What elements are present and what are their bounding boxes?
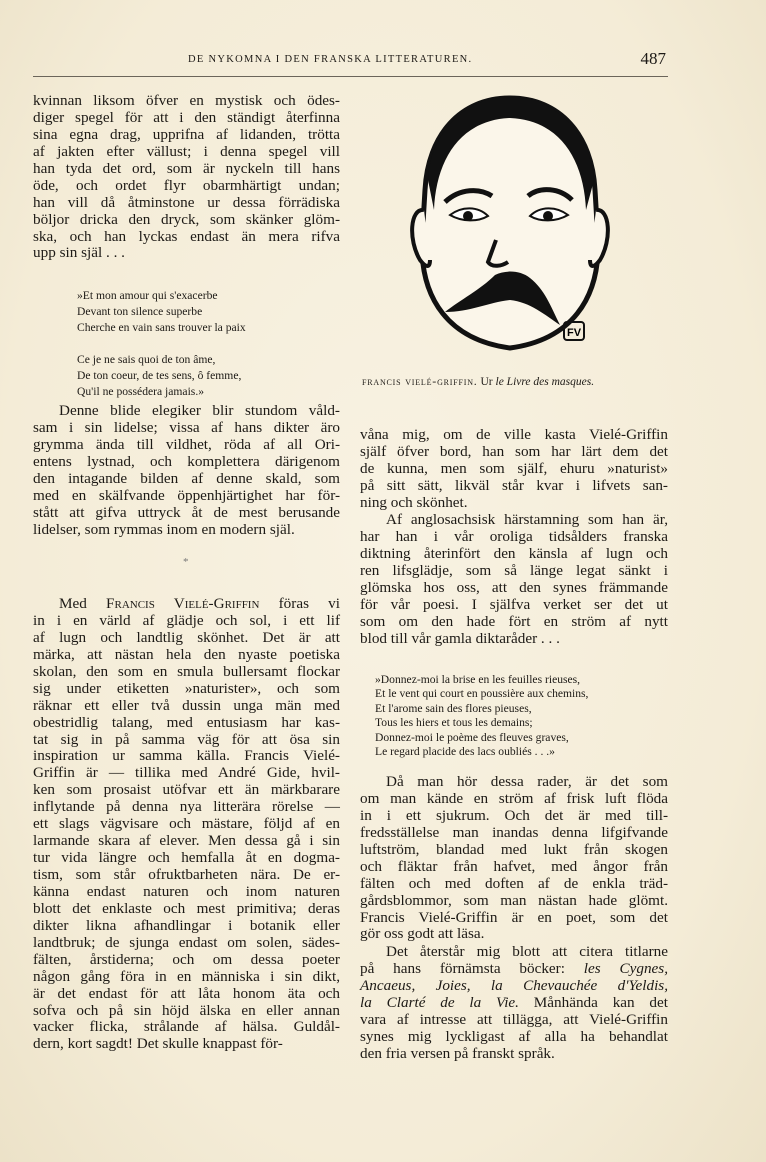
text-line: ska, och han lyckas endast än mera rifva bbox=[33, 227, 340, 245]
text-line: gårdsblommor, som man nästan hade glömt. bbox=[360, 891, 668, 909]
text-line: luftström, blandad med lukt från skogen bbox=[360, 840, 668, 858]
text-line: är det endast för att låta honom äta och bbox=[33, 984, 340, 1002]
text-line: fälten och med doften af de enkla träd- bbox=[360, 874, 668, 892]
text-line: landtbruk; de sjunga endast om solen, sädes- bbox=[33, 933, 340, 951]
text-line: någon gång föra in en människa i sin dikt, bbox=[33, 967, 340, 985]
running-title: DE NYKOMNA I DEN FRANSKA LITTERATUREN. bbox=[188, 54, 473, 65]
poem-quote-1 bbox=[77, 288, 317, 400]
page-header bbox=[33, 50, 668, 77]
text-segment: Månhända kan det bbox=[518, 993, 668, 1011]
text-line: af jakten efter vällust; i denna spegel vill bbox=[33, 142, 340, 160]
text-line: öde, och ordet flyr obarmhärtigt undan; bbox=[33, 176, 340, 194]
text-line: den intagande bilden af denne skald, som bbox=[33, 469, 340, 487]
text-line: vacker flicka, strålande af hälsa. Guldål- bbox=[33, 1018, 340, 1036]
text-line: för vår poesi. I själfva verket ser det ut bbox=[360, 595, 668, 613]
text-line: stått att gifva uttryck åt de mest berusande bbox=[33, 503, 340, 521]
text-line: böljor dricka den dryck, som skänker glöm- bbox=[33, 210, 340, 228]
text-line: känna endast naturen och inom naturen bbox=[33, 882, 340, 900]
caption-source-title: le Livre des masques. bbox=[495, 376, 595, 388]
text-line: glömska hos oss, att den synes främmande bbox=[360, 578, 668, 596]
text-line: larmande skara af elever. Men dessa gå i sin bbox=[33, 832, 340, 850]
text-line: blod till vår gamla diktaråder . . . bbox=[360, 629, 560, 647]
paragraph-7 bbox=[360, 944, 668, 1063]
paragraph-6 bbox=[360, 774, 668, 943]
text-line bbox=[360, 961, 668, 978]
italic-title: les Cygnes, bbox=[583, 959, 668, 977]
text-line: Då man hör dessa rader, är det som bbox=[386, 773, 668, 790]
text-line bbox=[77, 336, 317, 352]
text-line: kvinnan liksom öfver en mystisk och ödes- bbox=[33, 92, 340, 109]
text-line: entens lystnad, och komplettera därigenom bbox=[33, 452, 340, 470]
text-line: »Donnez-moi la brise en les feuilles rieuses, bbox=[375, 673, 581, 686]
text-line: sam i sin lidelse; vissa af hans dikter äro bbox=[33, 418, 340, 436]
text-line: lidelser, som rymmas inom en modern själ. bbox=[33, 520, 295, 538]
text-line: synes mig lyckligast af alla ha behandlat bbox=[360, 1027, 668, 1045]
text-line: upp sin själ . . . bbox=[33, 244, 125, 262]
text-line: Ce je ne sais quoi de ton âme, bbox=[77, 353, 216, 366]
text-line: med en skälfvande öppenhjärtighet har för- bbox=[33, 486, 340, 504]
text-line: Et l'arome sain des flores pieuses, bbox=[375, 701, 532, 715]
text-line: Af anglosachsisk härstamning som han är, bbox=[386, 511, 668, 528]
text-line: sina egna drag, upprifna af lidanden, trötta bbox=[33, 125, 340, 143]
text-line: diger spegel för att i den ständigt återfinna bbox=[33, 108, 340, 126]
text-line: på sitt sätt, likväl står kvar i lifvets san- bbox=[360, 476, 668, 494]
text-line bbox=[360, 995, 668, 1012]
text-line: märka, att nästan hela den nyaste poetiska bbox=[33, 645, 340, 663]
text-line: själf öfver bord, han som har lärt dem det bbox=[360, 442, 668, 460]
text-line: ett slags vägvisare och mästare, följd af en bbox=[33, 815, 340, 833]
text-line: inflytande på denna nya litterära rörelse — bbox=[33, 798, 340, 816]
text-line: ning och skönhet. bbox=[360, 493, 468, 511]
text-line: fälten, årstiderna; och om dessa poeter bbox=[33, 950, 340, 968]
text-line: Le regard placide des lacs oubliés . . .» bbox=[375, 744, 555, 758]
text-line: Et le vent qui court en poussière aux chemins, bbox=[375, 687, 589, 701]
text-line: blott det enklaste och mest primitiva; deras bbox=[33, 899, 340, 917]
text-line: Cherche en vain sans trouver la paix bbox=[77, 321, 246, 334]
paragraph-5 bbox=[360, 512, 668, 648]
text-line: han vill då åtminstone ur dessa förrädiska bbox=[33, 193, 340, 211]
text-line: Tous les hiers et tous les demains; bbox=[375, 716, 533, 730]
text-line: diktning återinfört den känsla af lugn och bbox=[360, 544, 668, 562]
text-line: som om den hade fört en ström af nytt bbox=[360, 612, 668, 630]
portrait-illustration bbox=[400, 90, 620, 360]
text-line: obestridlig talang, med entusiasm har kas- bbox=[33, 713, 340, 731]
paragraph-4 bbox=[360, 427, 668, 512]
text-line: tism, som står ofruktbarheten nära. De er- bbox=[33, 866, 340, 883]
text-line: Denne blide elegiker blir stundom våld- bbox=[59, 402, 340, 419]
text-line: Devant ton silence superbe bbox=[77, 305, 203, 318]
text-segment: på hans förnämsta böcker: bbox=[360, 959, 584, 977]
text-segment: Med bbox=[59, 595, 107, 612]
text-line: de kunna, men som själf, ehuru »naturist» bbox=[360, 459, 668, 477]
text-line: han tyda det ord, som är nyckeln till hans bbox=[33, 159, 340, 177]
text-line: tur vida längre och hemfalla åt en dogma- bbox=[33, 849, 340, 867]
text-line: och fläktar från hafvet, med ångor från bbox=[360, 857, 668, 875]
artist-monogram: FV bbox=[566, 327, 582, 339]
text-line: in i en värld af glädje och sol, i ett lif bbox=[33, 611, 340, 629]
text-line: Det återstår mig blott att citera titlarne bbox=[386, 943, 668, 960]
text-line: ren lifsglädje, som så länge legat sänkt i bbox=[360, 561, 668, 579]
caption-name: francis vielé-griffin. bbox=[362, 374, 478, 388]
text-line: inspiration ur samma källa. Francis Vielé- bbox=[33, 747, 340, 765]
italic-title: Ancaeus, Joies, la Chevauchée d'Yeldis, bbox=[360, 976, 668, 994]
text-line: sofva och på sin höjd älska en eller annan bbox=[33, 1001, 340, 1019]
italic-title: la Clarté de la Vie. bbox=[360, 993, 519, 1011]
text-line: ken som prosaist utöfvar ett än märkbarare bbox=[33, 781, 340, 799]
text-line bbox=[360, 978, 668, 995]
text-line: vara af intresse att tillägga, att Vielé-Griffin bbox=[360, 1010, 668, 1028]
text-line: grymma ända till vildhet, röda af all Ori- bbox=[33, 435, 340, 453]
text-line: räknar ett eller två dussin unga män med bbox=[33, 696, 340, 714]
paragraph-1 bbox=[33, 93, 340, 262]
text-line: Griffin är — tillika med André Gide, hvil- bbox=[33, 764, 340, 782]
text-line: De ton coeur, de tes sens, ô femme, bbox=[77, 369, 242, 382]
small-caps-name: Francis Vielé-Griffin bbox=[106, 595, 260, 612]
paragraph-2 bbox=[33, 403, 340, 539]
text-line: sig under etiketten »naturister», och som bbox=[33, 679, 340, 697]
text-line: dern, kort sagdt! Det skulle knappast för- bbox=[33, 1035, 283, 1053]
text-line: den fria versen på franskt språk. bbox=[360, 1044, 555, 1062]
text-line: dikter likna afhandlingar i botanik eller bbox=[33, 916, 340, 934]
text-line: gör oss godt att läsa. bbox=[360, 925, 485, 943]
text-line: om man kände en ström af frisk luft flöda bbox=[360, 789, 668, 807]
text-line: Donnez-moi le poème des fleuves graves, bbox=[375, 730, 569, 744]
text-line: »Et mon amour qui s'exacerbe bbox=[77, 289, 218, 302]
caption-source-prefix: Ur bbox=[480, 376, 493, 388]
page-number: 487 bbox=[640, 49, 666, 68]
text-line: in i ett sjukrum. Och det är med till- bbox=[360, 806, 668, 824]
section-separator: * bbox=[183, 556, 189, 568]
portrait-caption bbox=[362, 374, 594, 389]
text-segment: föras vi bbox=[259, 595, 340, 612]
paragraph-3 bbox=[33, 596, 340, 1053]
text-line: tat sig in på samma väg för att ösa sin bbox=[33, 730, 340, 748]
text-line: har han i vår oroliga tidsålders franska bbox=[360, 527, 668, 545]
text-line: Francis Vielé-Griffin är en poet, som det bbox=[360, 908, 668, 926]
text-line: fredsställelse man inandas denna lifgifvande bbox=[360, 823, 668, 841]
text-line bbox=[33, 596, 340, 613]
text-line: Qu'il ne possédera jamais.» bbox=[77, 385, 205, 398]
text-line: af lugn och landtlig skönhet. Det är att bbox=[33, 628, 340, 646]
poem-quote-2 bbox=[375, 673, 665, 759]
text-line: skolan, den som en smula bullersamt flockar bbox=[33, 662, 340, 680]
text-line: våna mig, om de ville kasta Vielé-Griffin bbox=[360, 426, 668, 443]
